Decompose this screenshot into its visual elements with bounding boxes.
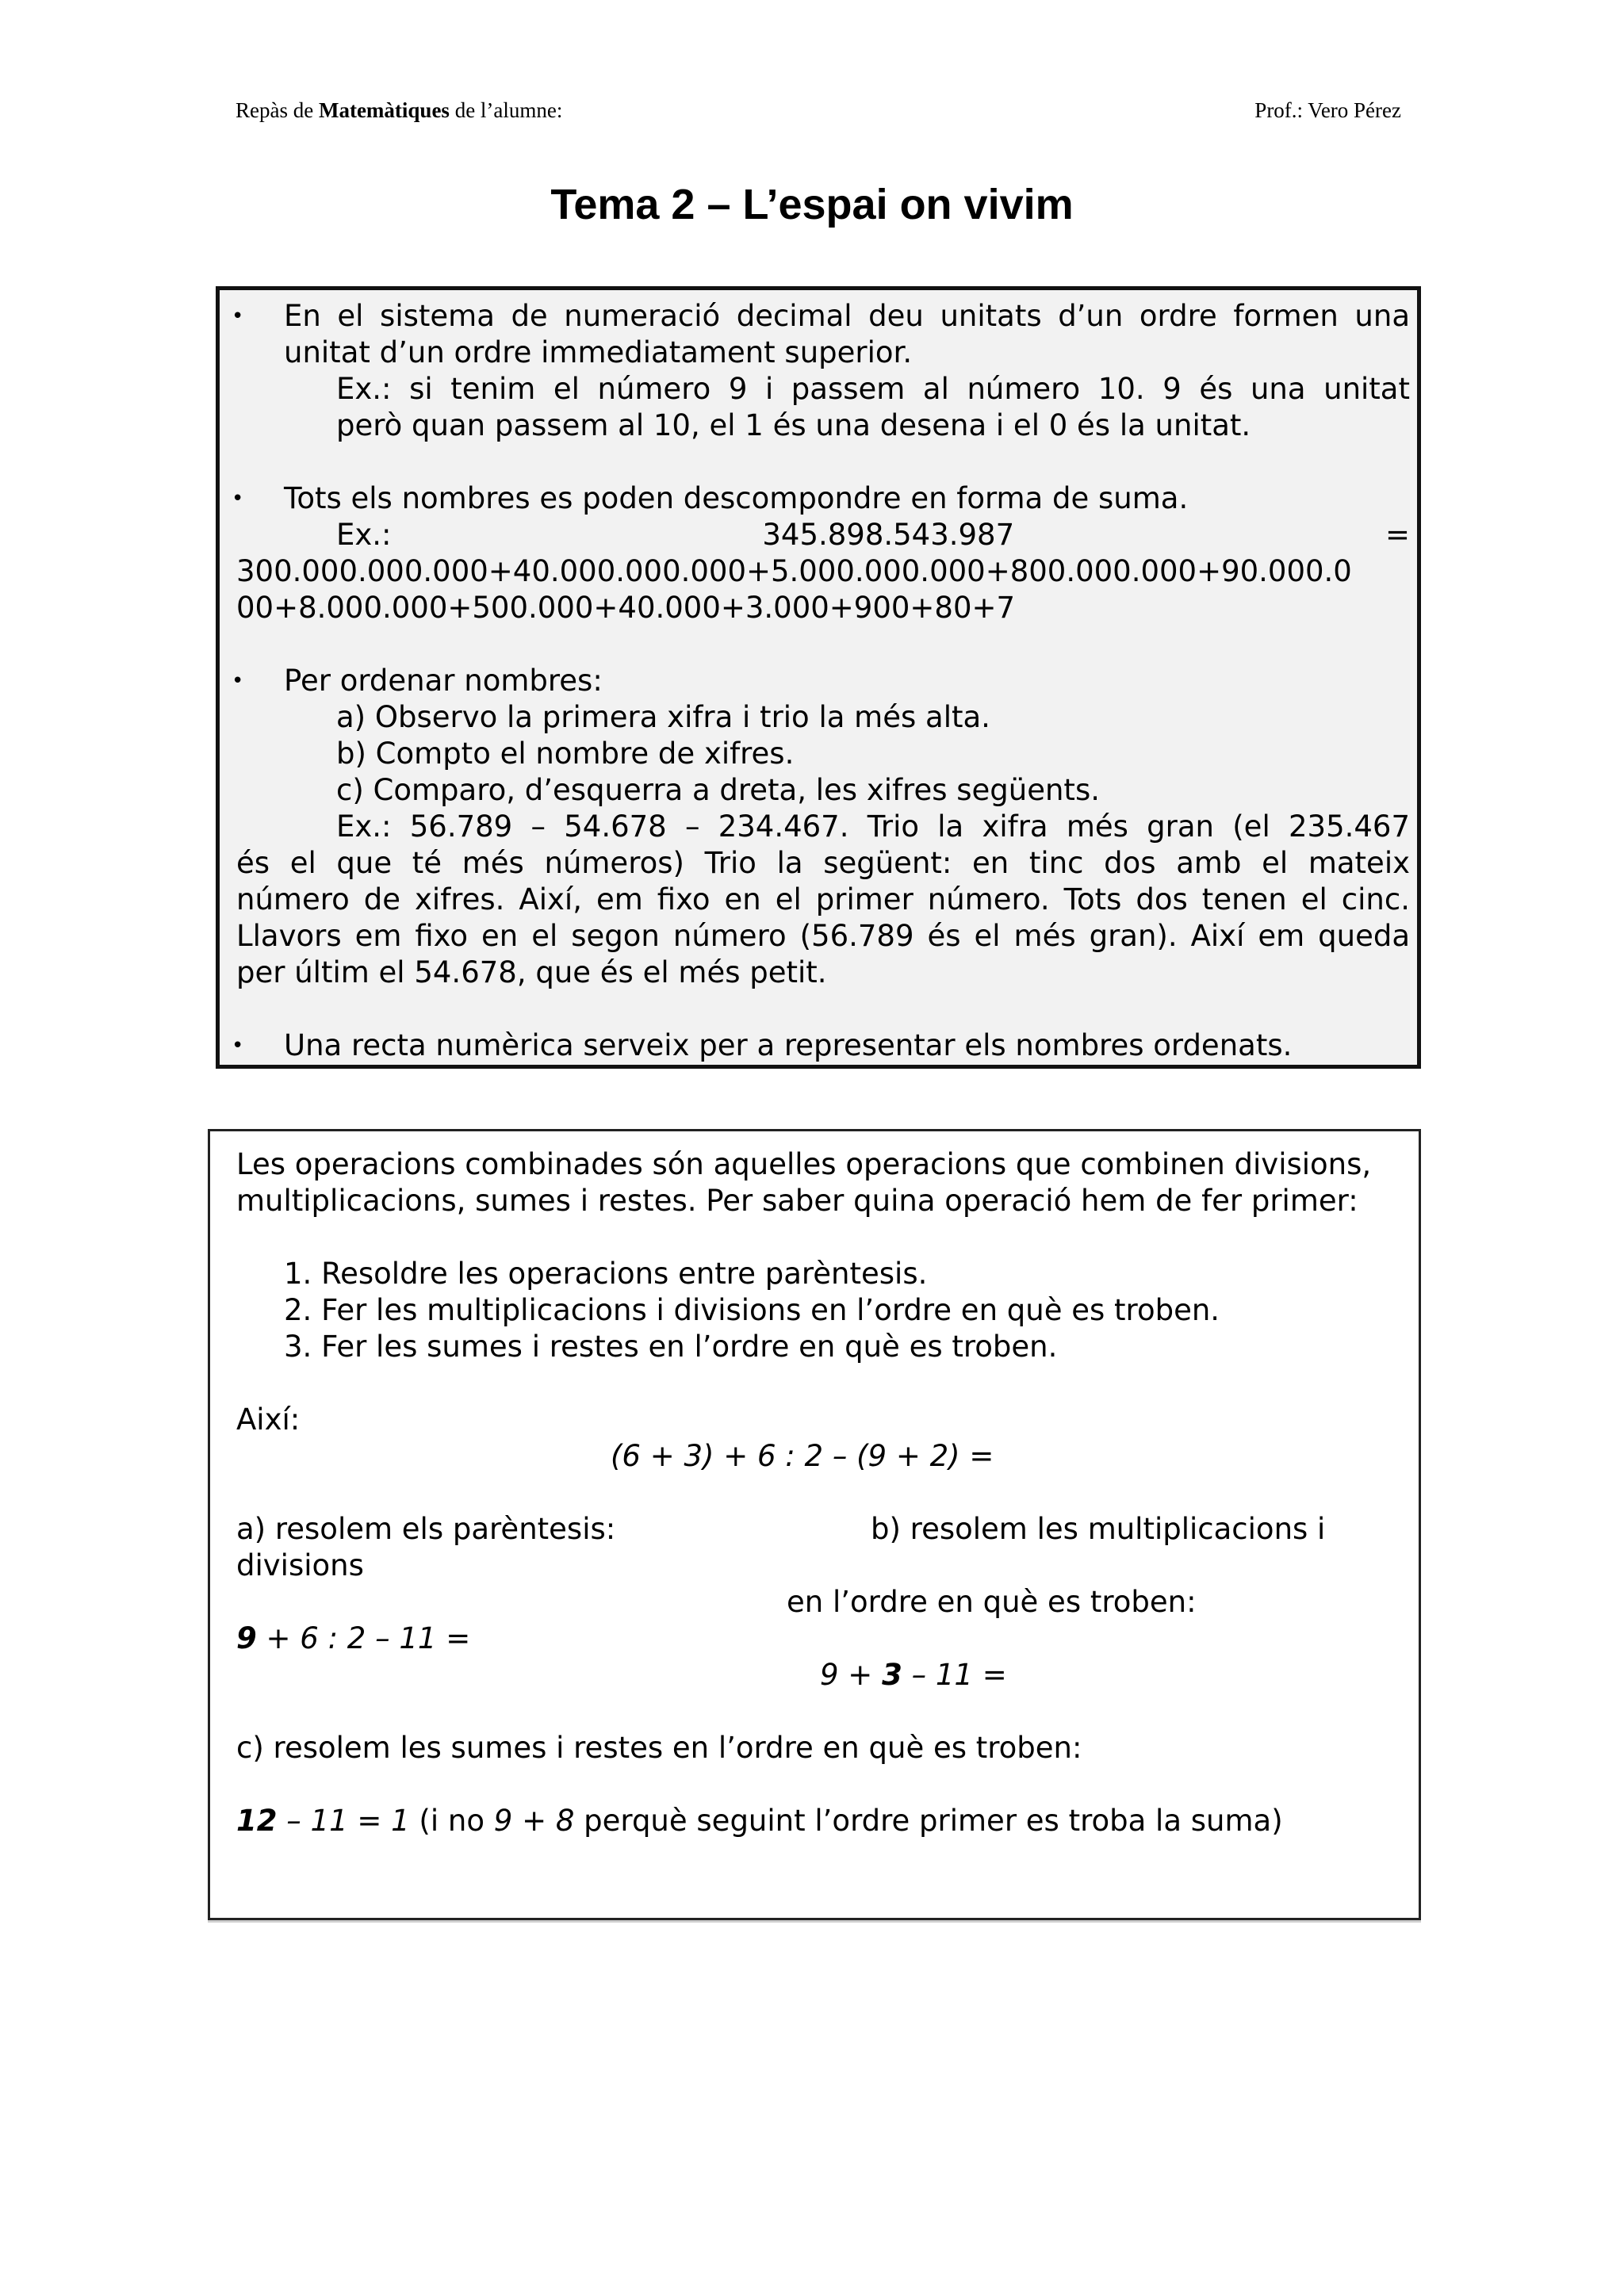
step-3: 3. Fer les sumes i restes en l’ordre en què es troben. <box>284 1330 1058 1364</box>
aixi-label: Així: <box>236 1402 301 1437</box>
b3-step-c: c) Comparo, d’esquerra a dreta, les xifres següents. <box>336 773 1100 807</box>
step-c-result: 12 – 11 = 1 (i no 9 + 8 perquè seguint l’ordre primer es troba la suma) <box>236 1804 1283 1838</box>
b3-example-line3: número de xifres. Així, em fixo en el primer número. Tots dos tenen el cinc. <box>236 882 1410 916</box>
b2-example-number: 345.898.543.987 <box>762 518 1015 552</box>
b2-sum-line1: 300.000.000.000+40.000.000.000+5.000.000.000+800.000.000+90.000.0 <box>236 554 1352 588</box>
b2-example <box>336 517 1410 553</box>
step-1: 1. Resoldre les operacions entre parèntesis. <box>284 1257 928 1291</box>
b2-sum-line2: 00+8.000.000+500.000+40.000+3.000+900+80+7 <box>236 591 1016 625</box>
page-title: Tema 2 – L’espai on vivim <box>550 181 1074 228</box>
b4-line: Una recta numèrica serveix per a representar els nombres ordenats. <box>284 1028 1293 1062</box>
bullet-icon: • <box>232 487 244 511</box>
expression: (6 + 3) + 6 : 2 – (9 + 2) = <box>611 1439 994 1473</box>
b2-example-equals: = <box>1385 518 1410 552</box>
step-b-label: b) resolem les multiplicacions i <box>871 1512 1326 1546</box>
b3-step-b: b) Compto el nombre de xifres. <box>336 737 795 771</box>
step-c-label: c) resolem les sumes i restes en l’ordre en què es troben: <box>236 1731 1082 1765</box>
intro-line1: Les operacions combinades són aquelles operacions que combinen divisions, <box>236 1147 1372 1181</box>
bullet-icon: • <box>232 304 244 328</box>
bullet-icon: • <box>232 1034 244 1058</box>
header-student-label: Repàs de Matemàtiques de l’alumne: <box>236 98 563 122</box>
step-a-result: 9 + 6 : 2 – 11 = <box>236 1621 471 1655</box>
step-2: 2. Fer les multiplicacions i divisions en l’ordre en què es troben. <box>284 1293 1220 1327</box>
step-b-label-cont: en l’ordre en què es troben: <box>787 1585 1197 1619</box>
summary-box <box>216 286 1421 1069</box>
header-teacher: Prof.: Vero Pérez <box>1254 98 1401 122</box>
b3-example-line2: és el que té més números) Trio la següent: en tinc dos amb el mateix <box>236 846 1410 880</box>
b3-example-line5: per últim el 54.678, que és el més petit. <box>236 955 827 989</box>
intro-line2: multiplicacions, sumes i restes. Per saber quina operació hem de fer primer: <box>236 1184 1358 1218</box>
combined-operations-box <box>208 1129 1421 1920</box>
b2-line: Tots els nombres es poden descompondre en forma de suma. <box>284 481 1189 515</box>
b2-example-label: Ex.: <box>336 518 392 552</box>
b3-step-a: a) Observo la primera xifra i trio la més alta. <box>336 700 990 734</box>
b3-line: Per ordenar nombres: <box>284 664 603 698</box>
b1-example-line1: Ex.: si tenim el número 9 i passem al número 10. 9 és una unitat <box>336 372 1410 406</box>
b3-example-line4: Llavors em fixo en el segon número (56.789 és el més gran). Així em queda <box>236 919 1410 953</box>
b1-example-line2: però quan passem al 10, el 1 és una desena i el 0 és la unitat. <box>336 408 1251 442</box>
b1-line1: En el sistema de numeració decimal deu unitats d’un ordre formen una <box>284 299 1410 333</box>
b3-example-line1: Ex.: 56.789 – 54.678 – 234.467. Trio la xifra més gran (el 235.467 <box>336 809 1410 844</box>
step-b-label-wrap: divisions <box>236 1548 364 1582</box>
b1-line2: unitat d’un ordre immediatament superior. <box>284 335 913 369</box>
step-a-label: a) resolem els parèntesis: <box>236 1512 616 1546</box>
step-b-result: 9 + 3 – 11 = <box>820 1658 1007 1692</box>
bullet-icon: • <box>232 669 244 693</box>
